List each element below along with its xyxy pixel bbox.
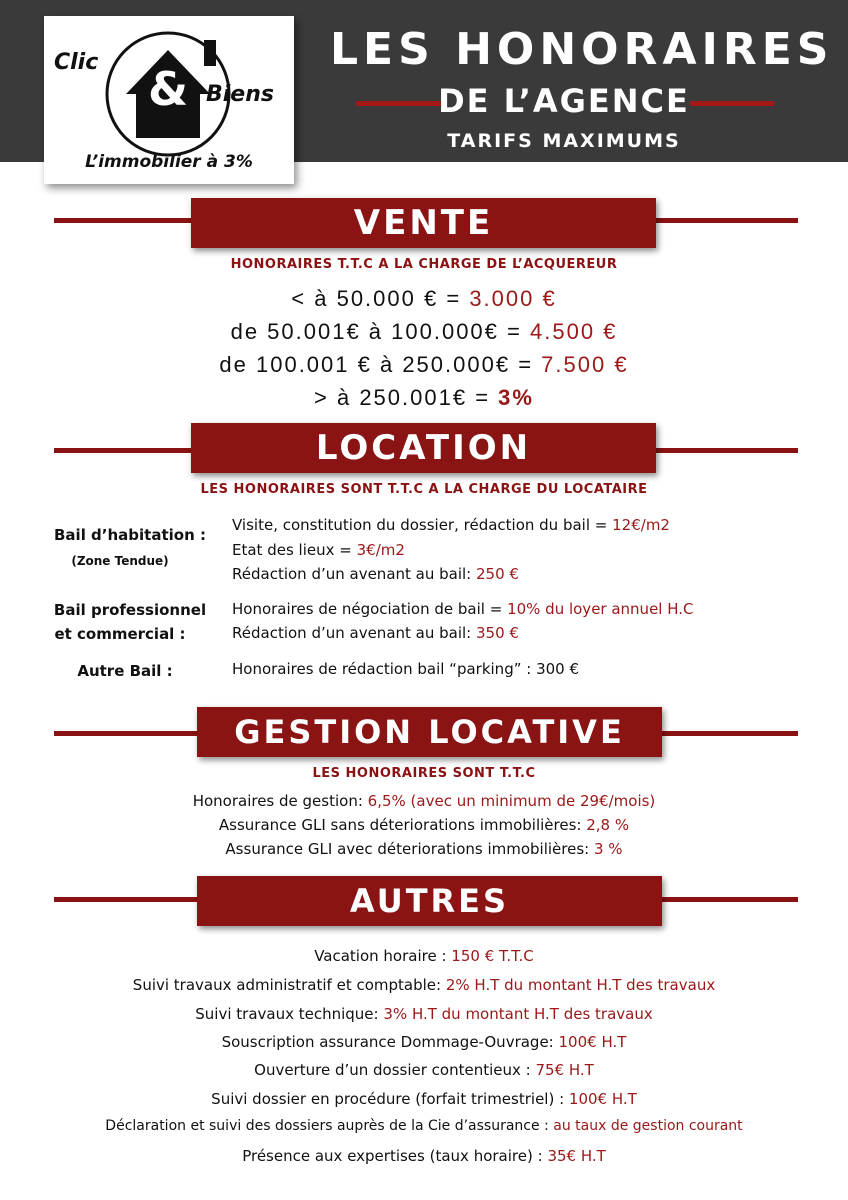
fee-text: Honoraires de gestion:: [192, 792, 363, 810]
fee-value: 35€ H.T: [547, 1147, 606, 1165]
section-title-location: LOCATION: [191, 423, 656, 473]
logo-tagline: L’immobilier à 3%: [85, 152, 253, 172]
fee-value: 10% du loyer annuel H.C: [507, 600, 694, 618]
bail-pro-label-1: Bail professionnel: [53, 601, 207, 619]
vente-row: [0, 286, 848, 312]
fee-line: [0, 792, 848, 810]
logo-ampersand: &: [147, 62, 189, 116]
fee-line: [232, 565, 519, 583]
fee-value: 6,5% (avec un minimum de 29€/mois): [367, 792, 656, 810]
fee-value: 100€ H.T: [568, 1090, 637, 1108]
fee-text: Assurance GLI avec déteriorations immobilières:: [225, 840, 590, 858]
fee-line: [0, 840, 848, 858]
fee-text: Ouverture d’un dossier contentieux :: [254, 1061, 531, 1079]
fee-line: Honoraires de rédaction bail “parking” : 300 €: [232, 660, 580, 678]
fee-line: [0, 816, 848, 834]
fee-line: [0, 1033, 848, 1051]
fee-line: [0, 1061, 848, 1079]
price-fee: 3%: [498, 385, 534, 410]
price-fee: 3.000 €: [469, 286, 557, 311]
fee-text: Suivi travaux administratif et comptable:: [132, 976, 442, 994]
fee-text: Honoraires de négociation de bail =: [232, 600, 503, 618]
fee-value: au taux de gestion courant: [553, 1118, 743, 1134]
fee-value: 3% H.T du montant H.T des travaux: [383, 1005, 653, 1023]
fee-text: Souscription assurance Dommage-Ouvrage:: [221, 1033, 554, 1051]
fee-line: [232, 541, 405, 559]
price-fee: 7.500 €: [541, 352, 629, 377]
vente-row: [0, 352, 848, 378]
logo-word-biens: Biens: [206, 82, 274, 107]
gestion-subtitle: LES HONORAIRES SONT T.T.C: [312, 766, 536, 781]
vente-subtitle: HONORAIRES T.T.C A LA CHARGE DE L’ACQUEREUR: [230, 257, 618, 272]
vente-row: [0, 319, 848, 345]
fee-line: [0, 976, 848, 994]
fee-line: [0, 947, 848, 965]
fee-value: 2,8 %: [586, 816, 630, 834]
fee-line: [0, 1005, 848, 1023]
vente-row: [0, 385, 848, 411]
fee-text: Présence aux expertises (taux horaire) :: [242, 1147, 543, 1165]
fee-text: Suivi dossier en procédure (forfait trimestriel) :: [211, 1090, 565, 1108]
logo-word-clic: Clic: [54, 50, 99, 75]
page-title: LES HONORAIRES: [330, 24, 834, 75]
fee-value: 2% H.T du montant H.T des travaux: [445, 976, 716, 994]
fee-text: Vacation horaire :: [314, 947, 447, 965]
fee-line: [232, 516, 670, 534]
fee-text: Etat des lieux =: [232, 541, 352, 559]
autre-bail-label: Autre Bail :: [77, 662, 173, 680]
fee-text: Visite, constitution du dossier, rédaction du bail =: [232, 516, 608, 534]
bail-pro-label-2: et commercial :: [54, 625, 186, 643]
fee-text: Assurance GLI sans déteriorations immobilières:: [218, 816, 582, 834]
price-range: < à 50.000 € =: [291, 286, 462, 311]
fee-line: [0, 1147, 848, 1165]
fee-value: 250 €: [476, 565, 519, 583]
bail-habitation-label: Bail d’habitation :: [54, 526, 206, 544]
fee-value: 3 %: [594, 840, 623, 858]
price-range: de 50.001€ à 100.000€ =: [230, 319, 522, 344]
fee-value: 350 €: [476, 624, 519, 642]
fee-value: 150 € T.T.C: [451, 947, 534, 965]
fee-text: Rédaction d’un avenant au bail:: [232, 624, 472, 642]
fee-text: Rédaction d’un avenant au bail:: [232, 565, 472, 583]
fee-line: [232, 624, 519, 642]
fee-line: [232, 600, 694, 618]
logo: [44, 16, 294, 184]
bail-habitation-sublabel: (Zone Tendue): [71, 554, 169, 568]
section-title-vente: VENTE: [191, 198, 656, 248]
fee-value: 100€ H.T: [558, 1033, 627, 1051]
section-title-gestion: GESTION LOCATIVE: [197, 707, 662, 757]
price-range: > à 250.001€ =: [314, 385, 491, 410]
price-fee: 4.500 €: [530, 319, 618, 344]
section-title-autres: AUTRES: [197, 876, 662, 926]
fee-value: 3€/m2: [356, 541, 405, 559]
fee-value: 75€ H.T: [535, 1061, 594, 1079]
location-subtitle: LES HONORAIRES SONT T.T.C A LA CHARGE DU LOCATAIRE: [200, 482, 648, 497]
fee-value: 12€/m2: [612, 516, 670, 534]
page-tagline: TARIFS MAXIMUMS: [447, 130, 681, 152]
fee-line: [0, 1090, 848, 1108]
fee-text: Déclaration et suivi des dossiers auprès de la Cie d’assurance :: [105, 1118, 549, 1134]
fee-text: Suivi travaux technique:: [195, 1005, 379, 1023]
price-range: de 100.001 € à 250.000€ =: [219, 352, 534, 377]
page-subtitle: DE L’AGENCE: [438, 82, 690, 120]
fee-line: [0, 1118, 848, 1134]
